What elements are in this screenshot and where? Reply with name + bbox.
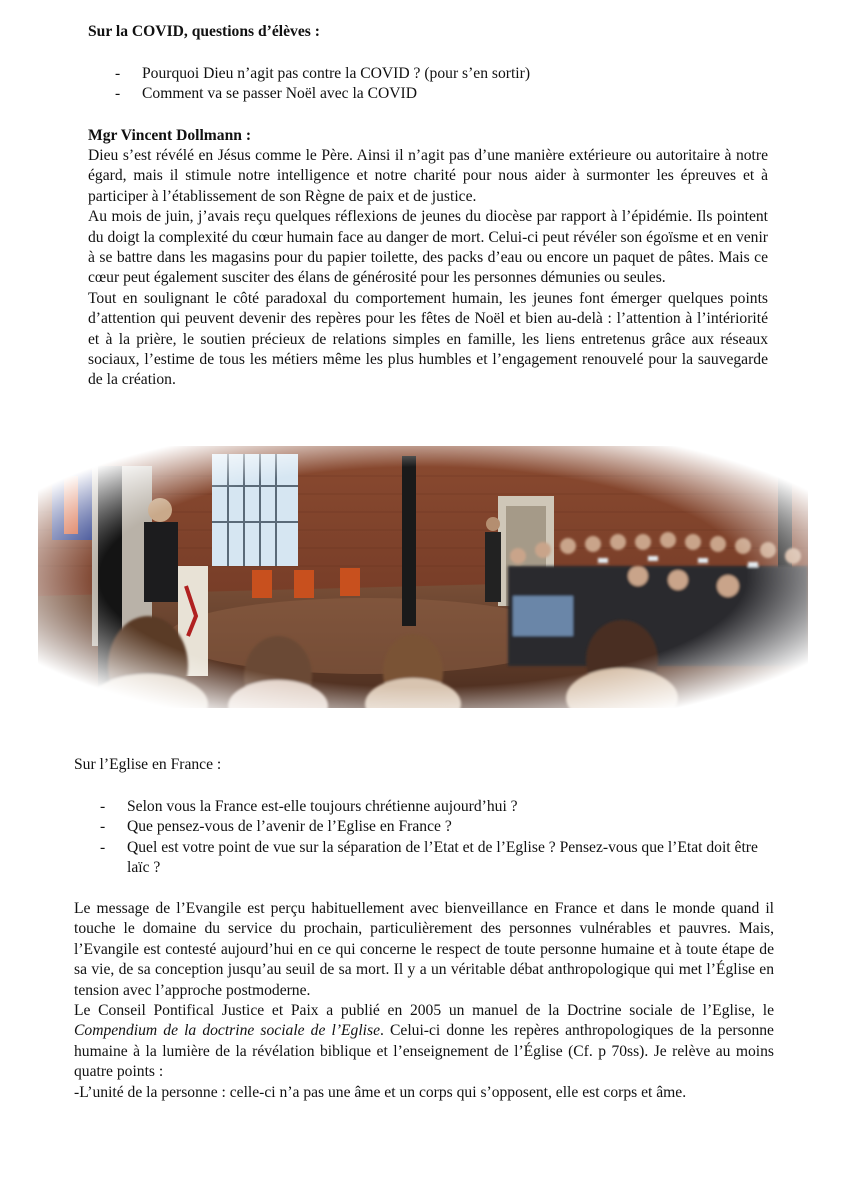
covid-questions-heading: Sur la COVID, questions d’élèves : [88,23,320,40]
answer-paragraph: Le message de l’Evangile est perçu habituellement avec bienveillance en France et dans le monde quand il touche le domaine du service du prochain, particulièrement des personnes vulnérables et pauvres. Mais, l’Evangile est contesté aujourd’hui en ce qui concerne le respect de toute personne humaine et à toute étape de sa vie, de sa conception jusqu’au seuil de sa mort. Il y a un véritable débat anthropologique qui met l’Église en tension avec l’approche postmoderne. [74,900,774,999]
list-item: - Selon vous la France est-elle toujours chrétienne aujourd’hui ? [100,798,518,815]
answer-paragraph: Le Conseil Pontifical Justice et Paix a publié en 2005 un manuel de la Doctrine sociale de l’Eglise, le Compendium de la doctrine sociale de l’Eglise. Celui-ci donne les repères anthropologiques de la personne humaine à la lumière de la révélation biblique et l’enseignement de l’Église (Cf. p 70ss). Je relève au moins quatre points : [74,1002,774,1081]
church-france-heading: Sur l’Eglise en France : [74,756,222,773]
answer-paragraph: -L’unité de la personne : celle-ci n’a pas une âme et un corps qui s’opposent, elle est corps et âme. [74,1083,687,1101]
compendium-title: Compendium de la doctrine sociale de l’Eglise [74,1022,381,1040]
speaker-name: Mgr Vincent Dollmann : [88,127,252,144]
church-questions-list [100,797,775,879]
answer-paragraph: Tout en soulignant le côté paradoxal du comportement humain, les jeunes font émerger quelques points d’attention qui peuvent devenir des repères pour les fêtes de Noël et bien au-delà : l’attention à l’intériorité et à la prière, le soutien précieux de relations simples en famille, les liens entretenus grâce aux réseaux sociaux, l’estime de tous les métiers même les plus humbles et l’engagement renouvelé pour la sauvegarde de la création. [88,289,768,389]
church-assembly-photo [38,446,808,708]
list-item: - Comment va se passer Noël avec la COVID [115,85,417,103]
list-item: - Que pensez-vous de l’avenir de l’Eglise en France ? [100,818,452,836]
answer-text-block [88,146,768,391]
list-item: - Pourquoi Dieu n’agit pas contre la COVID ? (pour s’en sortir) [115,65,531,82]
answer-paragraph: Dieu s’est révélé en Jésus comme le Père. Ainsi il n’agit pas d’une manière extérieure ou autoritaire à notre égard, mais il stimule notre intelligence et notre charité pour nous aider à surmonter les épreuves et à participer à l’établissement de son Règne de paix et de justice. [88,147,768,205]
covid-questions-list [115,64,782,105]
answer-paragraph: Au mois de juin, j’avais reçu quelques réflexions de jeunes du diocèse par rapport à l’épidémie. Ils pointent du doigt la complexité du cœur humain face au danger de mort. Celui-ci peut révéler son égoïsme et en venir à se battre dans les magasins pour du papier toilette, des packs d’eau ou encore un paquet de pâtes. Mais ce cœur peut également susciter des élans de générosité pour les personnes démunies ou seules. [88,208,768,287]
answer-text-block-2 [74,899,774,1103]
photo-image [38,446,808,708]
list-item: - Quel est votre point de vue sur la séparation de l’Etat et de l’Eglise ? Pensez-vous que l’Etat doit être laïc ? [100,838,758,877]
